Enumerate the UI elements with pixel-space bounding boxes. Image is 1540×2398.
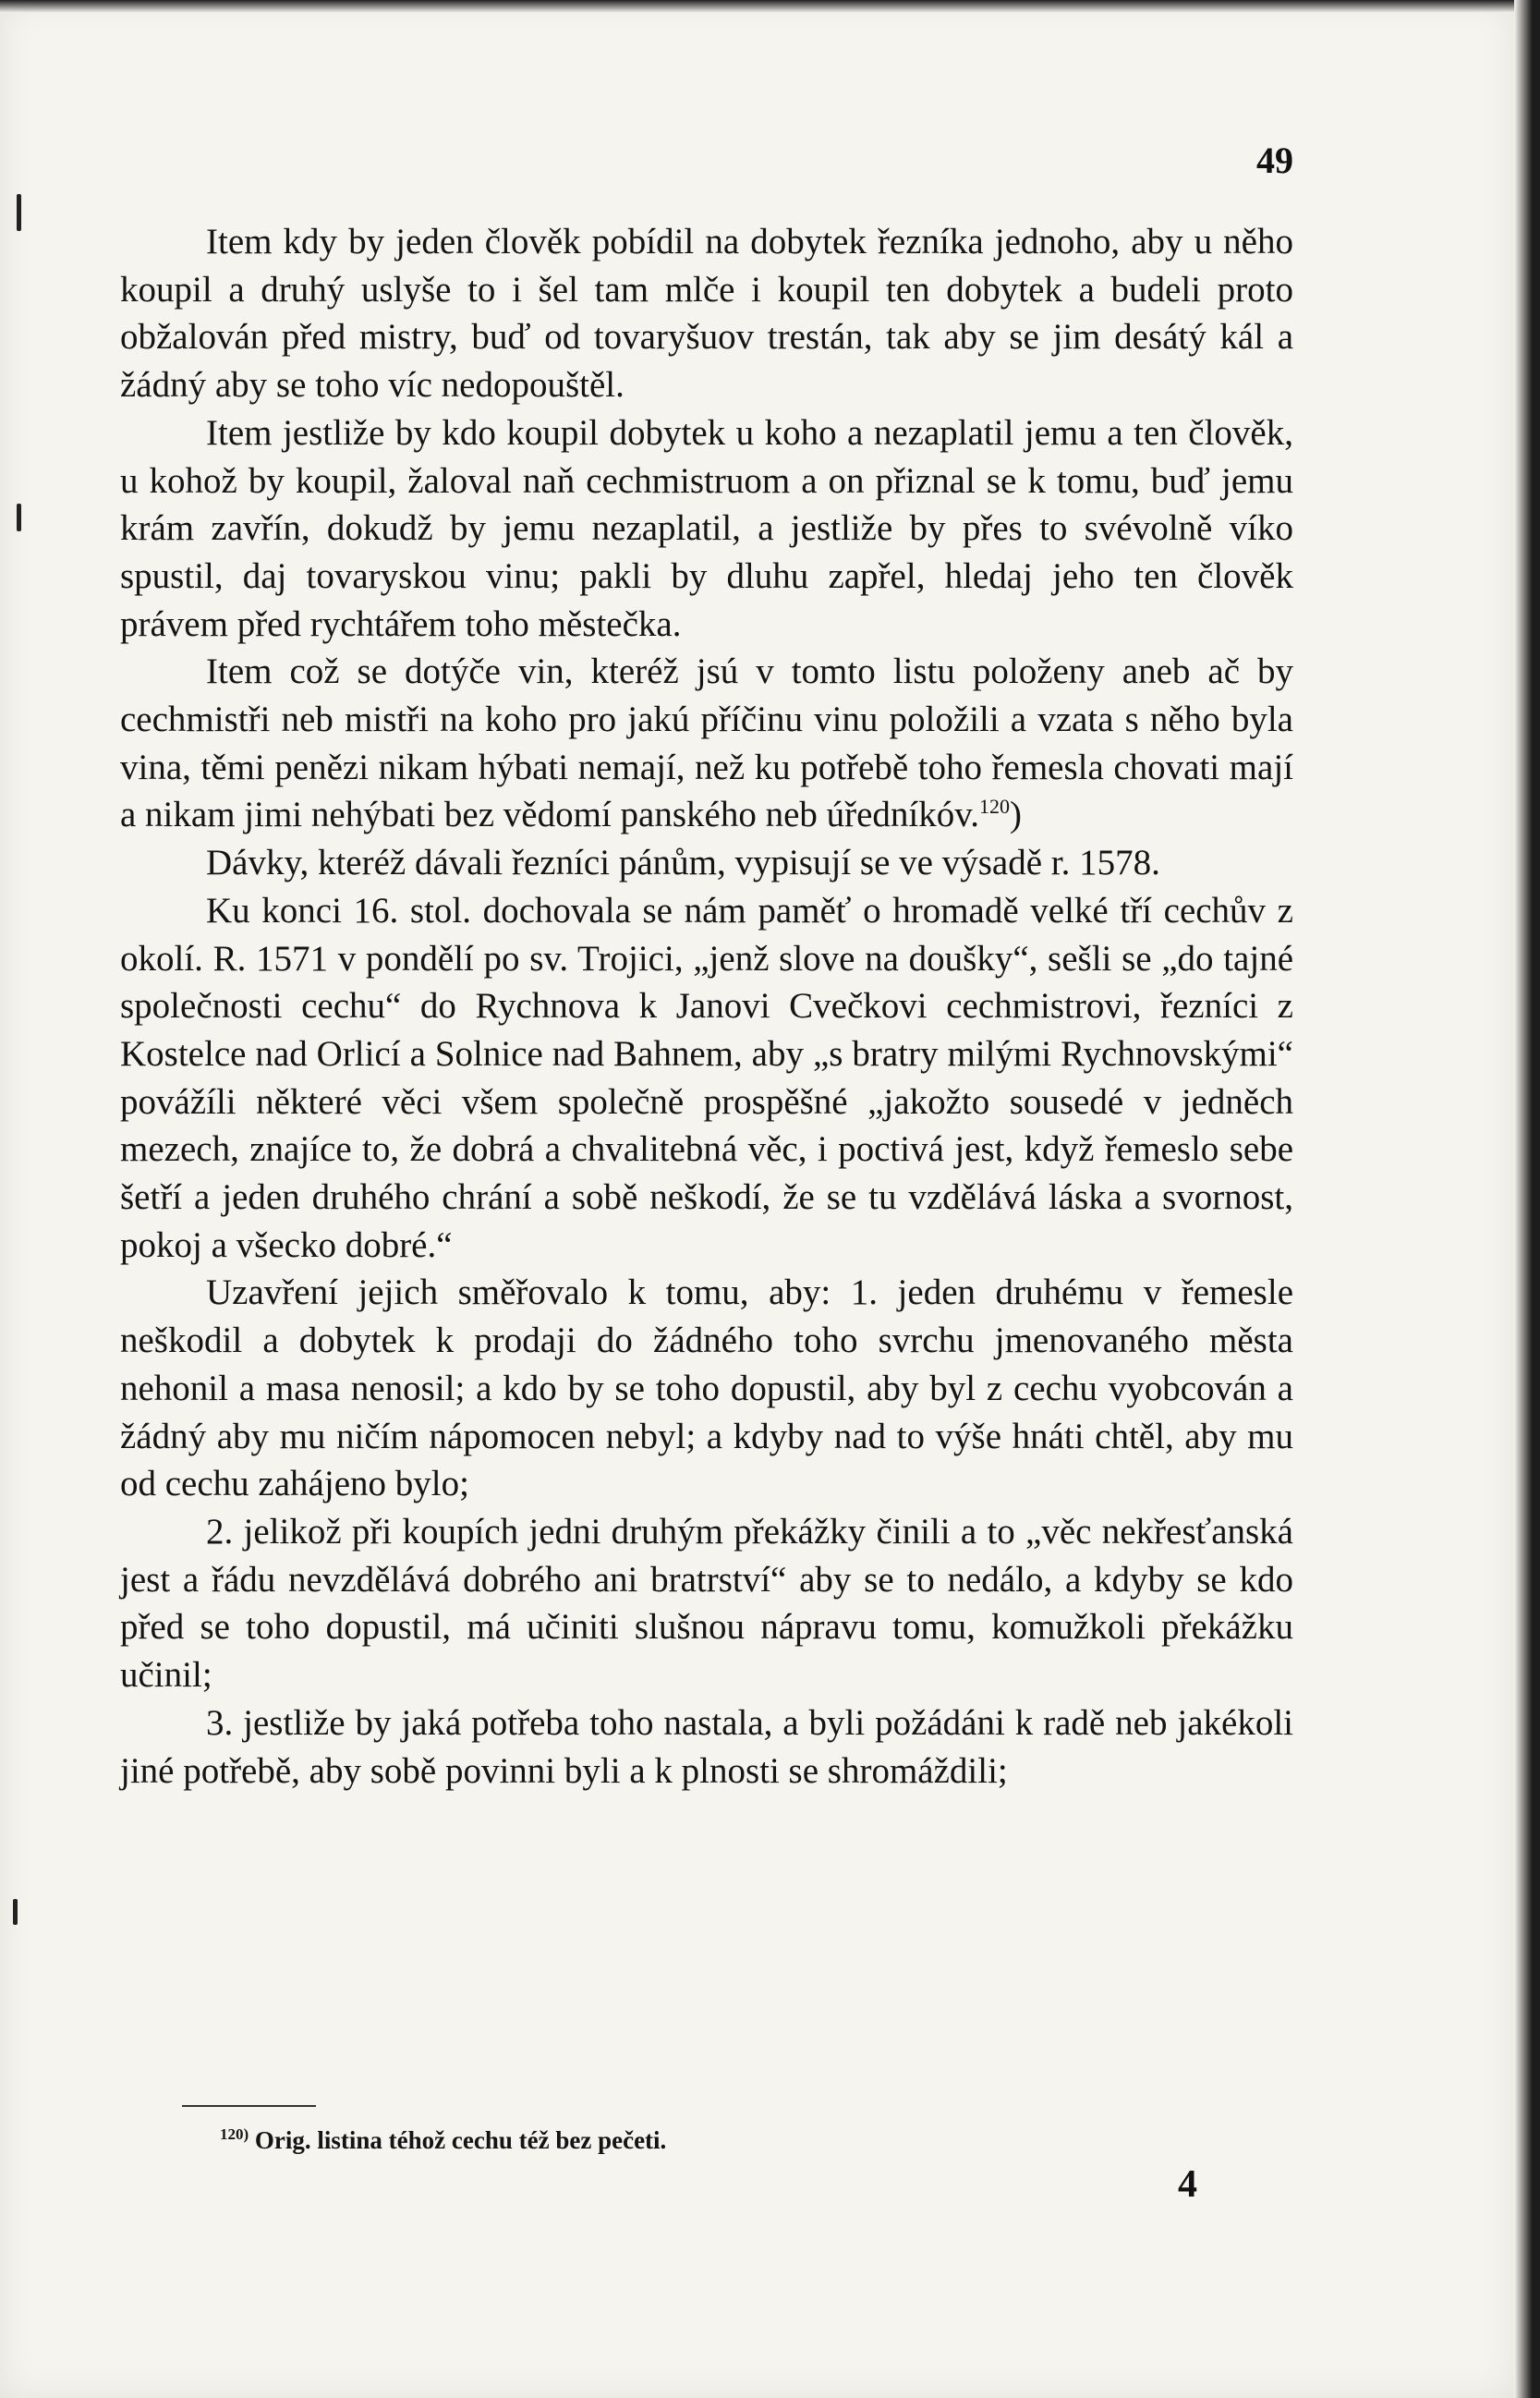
paragraph: Dávky, kteréž dávali řezníci pánům, vypisují se ve výsadě r. 1578. [206,843,1160,883]
footnote-text: Orig. listina téhož cechu též bez pečeti. [254,2126,667,2154]
signature-mark: 4 [1178,2163,1197,2206]
margin-speck [17,194,21,231]
body-text [120,218,1293,1795]
paragraph: 3. jestliže by jaká potřeba toho nastala, a byli požádáni k radě neb jakékoli jiné potřebě, aby sobě povinni byli a k plnosti se shromáždili; [120,1702,1293,1791]
margin-speck [13,1899,18,1925]
paragraph: Ku konci 16. stol. dochovala se nám paměť o hromadě velké tří cechův z okolí. R. 1571 v pondělí po sv. Trojici, „jenž slove na doušky“, sešli se „do tajné společnosti cechu“ do Rychnova k Janovi Cvečkovi cechmistrovi, řezníci z Kostelce nad Orlicí a Solnice nad Bahnem, aby „s bratry milými Rychnovskými“ povážíli některé věci všem společně prospěšné „jakožto sousedé v jedněch mezech, znajíce to, že dobrá a chvalitebná věc, i poctivá jest, když řemeslo sebe šetří a jeden druhého chrání a sobě neškodí, že se tu vzdělává láska a svornost, pokoj a všecko dobré.“ [120,890,1293,1265]
page-number: 49 [1256,140,1293,181]
scan-edge-right [1514,0,1540,2398]
footnote-reference[interactable]: 120 [978,795,1010,819]
scan-edge-top [0,0,1540,13]
margin-speck [17,504,21,531]
footnote-reference-close: ) [1009,795,1022,835]
footnote [220,2125,666,2155]
paragraph: Item jestliže by kdo koupil dobytek u koho a nezaplatil jemu a ten člověk, u kohož by koupil, žaloval naň cechmistruom a on přiznal se k tomu, buď jemu krám zavřín, dokudž by jemu nezaplatil, a jestliže by přes to svévolně víko spustil, daj tovaryskou vinu; pakli by dluhu zapřel, hledaj jeho ten člověk právem před rychtářem toho městečka. [120,412,1293,644]
footnote-divider [182,2105,316,2107]
paragraph: 2. jelikož při koupích jedni druhým překážky činili a to „věc nekřesťanská jest a řádu nevzdělává dobrého ani bratrství“ aby se to nedálo, a kdyby se kdo před se toho dopustil, má učiniti slušnou nápravu tomu, komužkoli překážku učinil; [120,1511,1293,1696]
paragraph: Uzavření jejich směřovalo k tomu, aby: 1. jeden druhému v řemesle neškodil a dobytek k prodaji do žádného toho svrchu jmenovaného města nehonil a masa nenosil; a kdo by se toho dopustil, aby byl z cechu vyobcován a žádný aby mu ničím nápomocen nebyl; a kdyby nad to výše hnáti chtěl, aby mu od cechu zahájeno bylo; [120,1272,1293,1504]
paragraph [120,648,1293,839]
paragraph-text: Item což se dotýče vin, kteréž jsú v tomto listu položeny aneb ač by cechmistři neb mistři na koho pro jakú příčinu vinu položili a vzata s něho byla vina, těmi penězi nikam hýbati nemají, než ku potřebě toho řemesla chovati mají a nikam jimi nehýbati bez vědomí panského neb úředníkóv. [120,651,1293,835]
footnote-mark: 120) [220,2125,249,2143]
paragraph: Item kdy by jeden člověk pobídil na dobytek řezníka jednoho, aby u něho koupil a druhý uslyše to i šel tam mlče i koupil ten dobytek a budeli proto obžalován před mistry, buď od tovaryšuov trestán, tak aby se jim desátý kál a žádný aby se toho víc nedopouštěl. [120,222,1293,406]
